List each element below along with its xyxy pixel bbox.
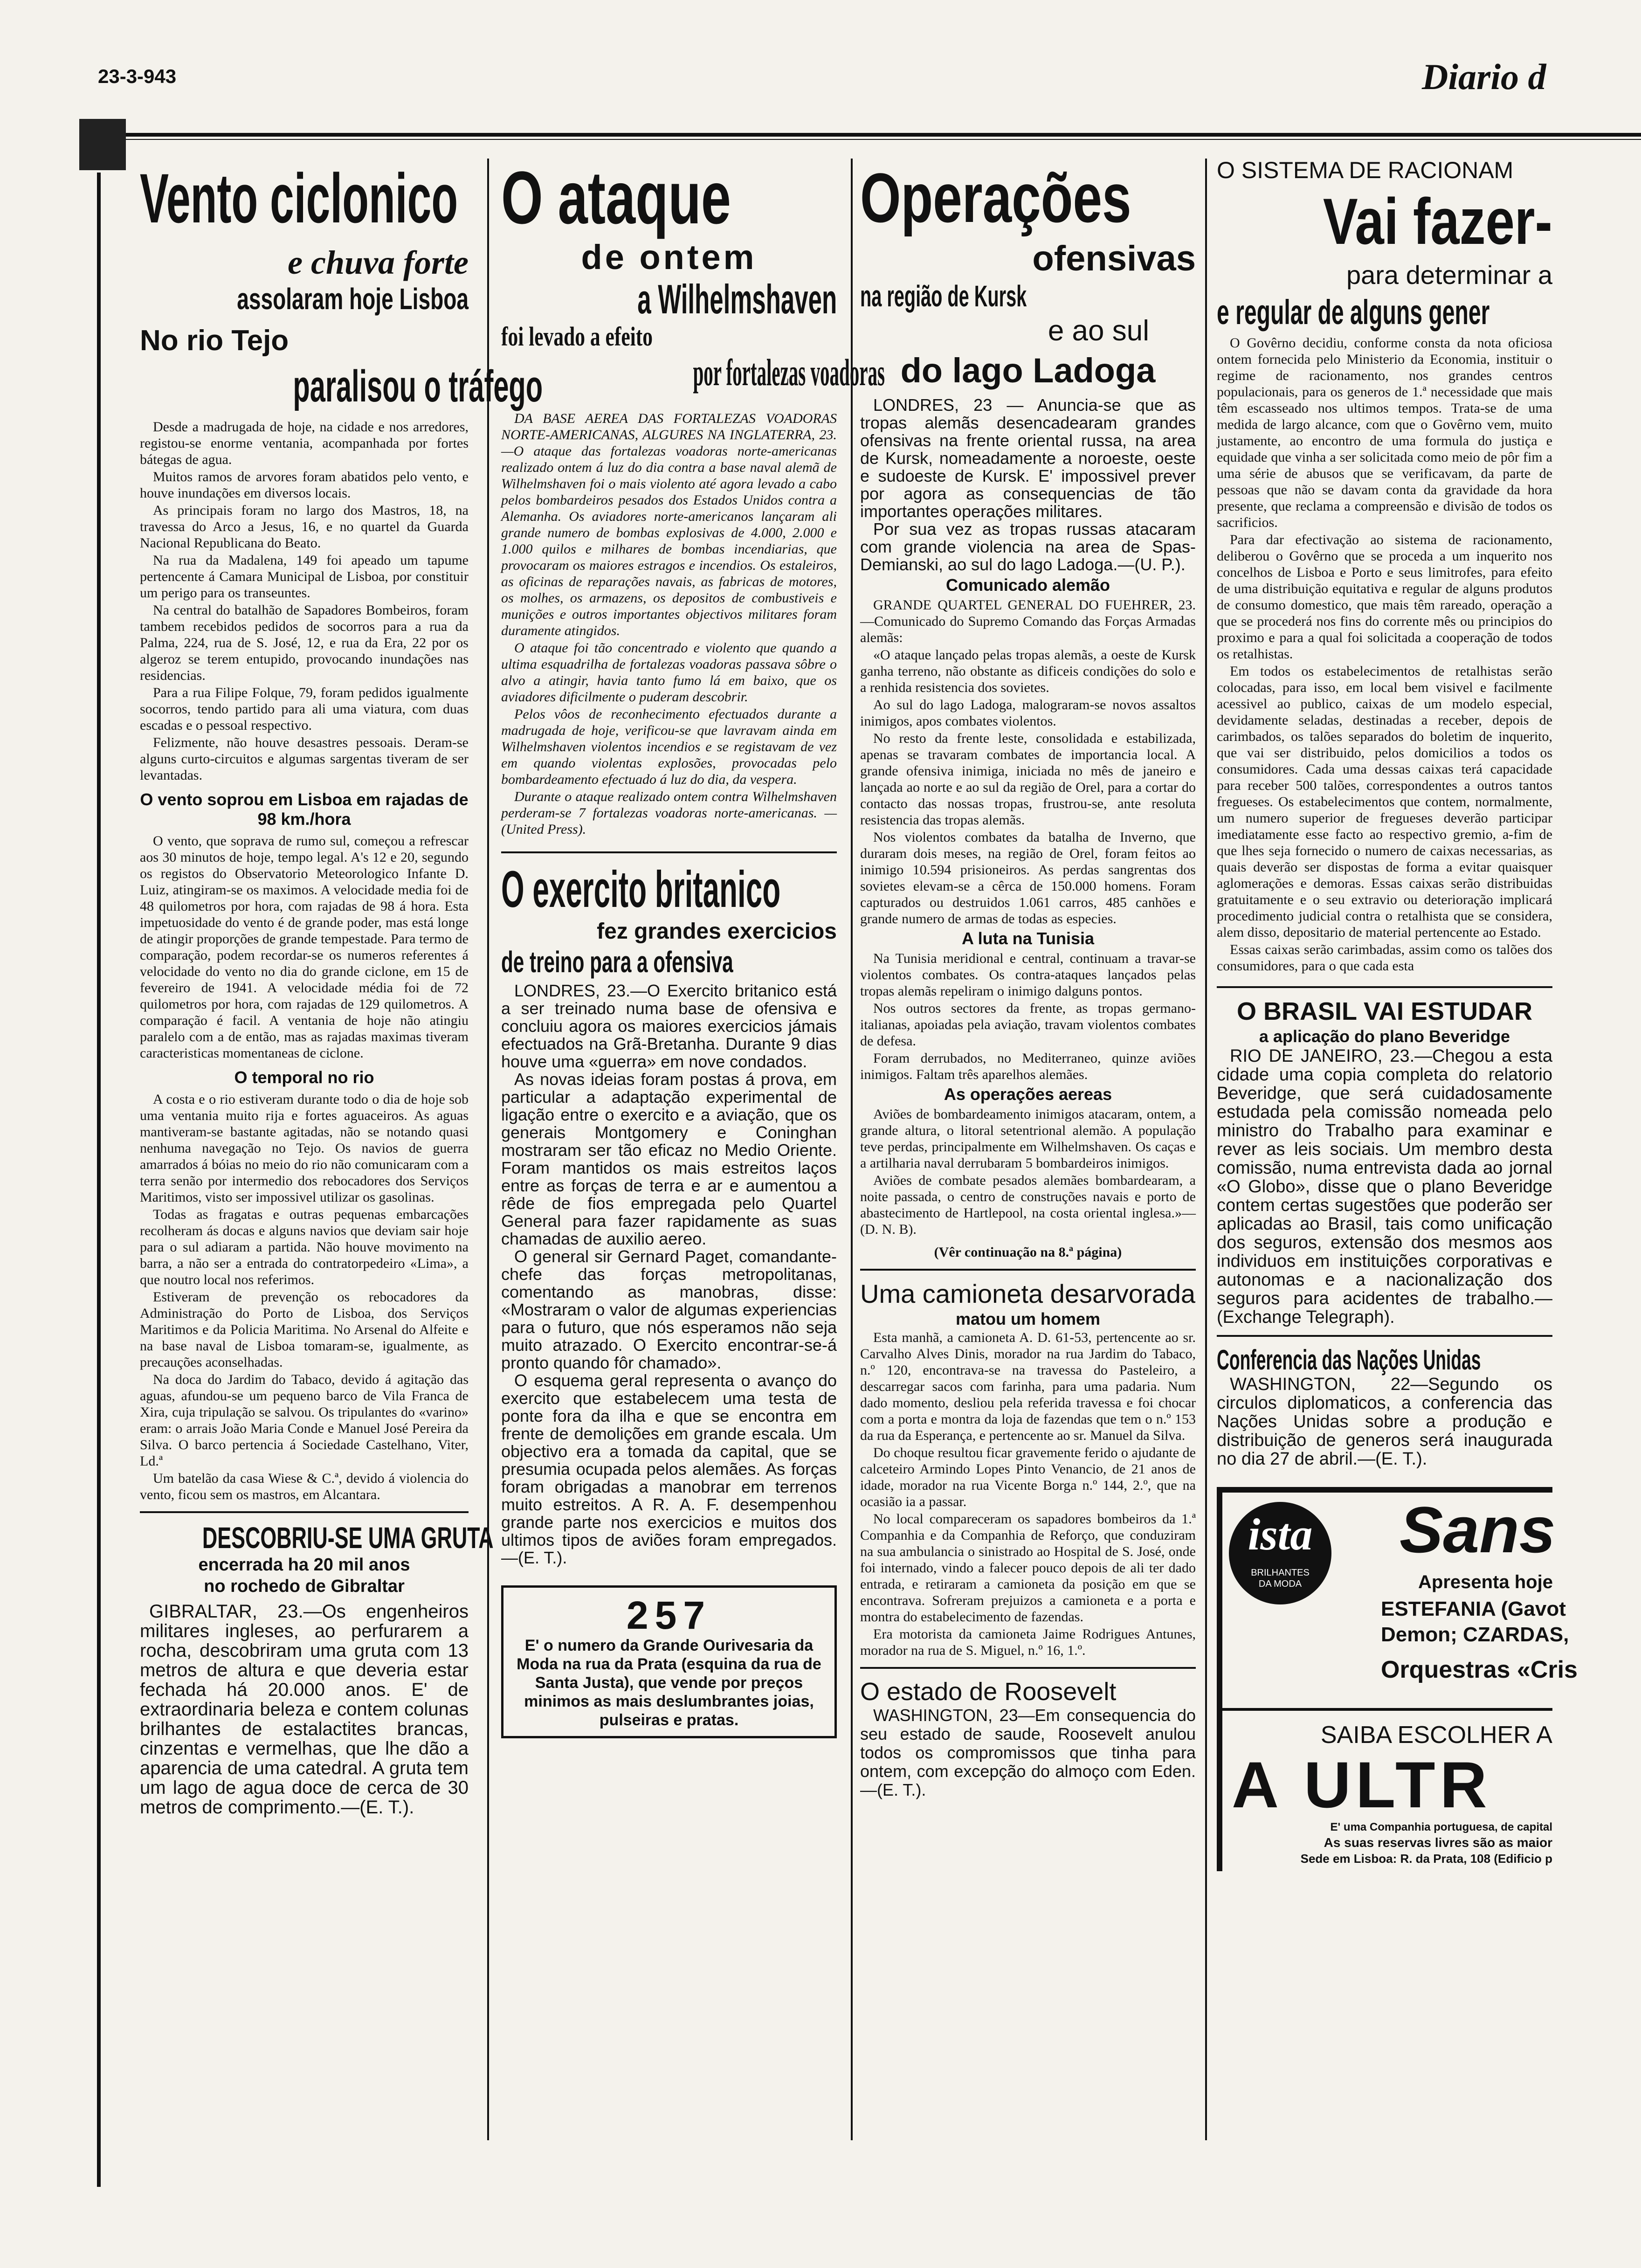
article-body — [140, 419, 469, 1503]
corner-block — [79, 119, 126, 170]
paragraph: Por sua vez as tropas russas atacaram com grande violencia na area de Spas-Demianski, ao sul do lago Ladoga.—(U. P.). — [860, 519, 1196, 574]
headline: O ataque — [501, 156, 731, 239]
camioneta-headline: Uma camioneta desarvorada — [860, 1279, 1196, 1308]
deck-3-wrap — [501, 322, 837, 352]
paragraph: As principais foram no largo dos Mastros, 18, na travessa do Arco a Jesus, 16, e no quartel da Guarda Nacional Republicana do Beato. — [140, 503, 469, 551]
column-2 — [501, 156, 885, 2154]
article-body-small — [860, 575, 1196, 1260]
paragraph: Para a rua Filipe Folque, 79, foram pedidos igualmente socorros, tendo partido para ali uma viatura, com duas escadas e o pessoal respectivo. — [140, 685, 469, 733]
divider — [140, 1511, 469, 1513]
page-date: 23-3-943 — [98, 65, 177, 87]
britanico-headline-wrap — [501, 862, 837, 918]
paragraph: GRANDE QUARTEL GENERAL DO FUEHRER, 23.—Comunicado do Supremo Comando das Forças Armadas alemãs: — [860, 597, 1196, 645]
col-separator — [851, 159, 853, 2140]
paragraph: Um batelão da casa Wiese & C.ª, devido á violencia do vento, ficou sem os mastros, em Alcantara. — [140, 1471, 469, 1502]
ad-title: Sans — [1400, 1493, 1556, 1566]
conferencia-headline: Conferencia das Nações Unidas — [1217, 1344, 1481, 1376]
britanico-body — [501, 982, 837, 1567]
deck-2-wrap — [860, 280, 1196, 312]
paragraph: Na doca do Jardim do Tabaco, devido á agitação das aguas, afundou-se um pequeno barco de Vila Franca de Xira, cuja tripulação se salvou. Os tripulantes do «varino» eram: o arrais João Maria Conde e Manuel José Pereira da Silva. O barco pertencia á Sociedade Castelhano, Viter, Ld.ª — [140, 1372, 469, 1469]
camioneta-sub: matou um homem — [955, 1309, 1101, 1328]
deck-4-wrap — [501, 351, 885, 394]
paragraph: No local compareceram os sapadores bombeiros da 1.ª Companhia e da Companhia de Reforço, que conduziram na sua ambulancia o sinistrado ao Hospital de S. José, onde foi internado, vindo a falecer pouco depois de ali ter dado entrada, e retiraram a camioneta da posição em que se encontrava. Sofreram prejuizos a camioneta e a porta e montra do estabelecimento de fazendas. — [860, 1511, 1196, 1625]
paragraph: DA BASE AEREA DAS FORTALEZAS VOADORAS NORTE-AMERICANAS, ALGURES NA INGLATERRA, 23. —O ataque das fortalezas voadoras norte-americanas realizado ontem á luz do dia contra a base naval alemã de Wilhelmshaven foi o mais violento até agora levado a cabo pelos bombardeiros pesados dos Estados Unidos contra a Alemanha. Os aviadores norte-americanos lançaram ali grande numero de bombas explosivas de 4.000, 2.000 e 1.000 quilos e milhares de bombas incendiarias, que provocaram os maiores estragos e incendios. Os estaleiros, as oficinas de reparações navais, as fabricas de motores, os molhes, os armazens, os depositos de combustiveis e munições e outros importantes objectivos militares foram duramente atingidos. — [501, 411, 837, 638]
paragraph: O esquema geral representa o avanço do exercito que estabelecem uma testa de ponte fora da ilha e que se encontra em frente de demolições em grande escala. Um objectivo era a tomada da capital, que se presumia ocupada pelos alemães. As forças foram obrigadas a manobrar em terrenos muito estreitos. A R. A. F. desempenhou grande parte nos exercicios e muitos dos ultimos tipos de aviões foram empregados.—(E. T.). — [501, 1371, 837, 1567]
paragraph: Nos outros sectores da frente, as tropas germano-italianas, apoiadas pela aviação, travam violentos combates de defesa. — [860, 1001, 1196, 1049]
ad2-top: SAIBA ESCOLHER A — [1320, 1722, 1552, 1749]
paragraph: No resto da frente leste, consolidada e estabilizada, apenas se travaram combates de importancia local. A grande ofensiva inimiga, iniciada no mês de janeiro e lançada ao norte e ao sul da região de Orel, para a cortar do contacto das nossas tropas, frustrou-se, ante resoluta resistencia das tropas alemãs. — [860, 731, 1196, 828]
deck-4: do lago Ladoga — [900, 351, 1156, 390]
divider — [501, 851, 837, 853]
ad-line: Demon; CZARDAS, — [1381, 1623, 1569, 1646]
paragraph: Para dar efectivação ao sistema de racionamento, deliberou o Govêrno que se proceda a um inquerito nos concelhos de Lisboa e Porto e seus limitrofes, para efeito de uma distribuição equitativa e regular de alguns produtos de consumo domestico, que mais têm rareado, operação a que se procederá nos fins do corrente mês ou principios do proximo e para a qual foi solicitada a cooperação de todos os retalhistas. — [1217, 532, 1552, 662]
headline: Operações — [860, 159, 1131, 237]
column-1 — [140, 159, 543, 2175]
gruta-body: GIBRALTAR, 23.—Os engenheiros militares ingleses, ao perfurarem a rocha, descobriram uma gruta com 13 metros de altura e que deveria estar fechada há 20.000 anos. E' de extraordinaria beleza e contem colunas brilhantes de estalactites brancas, cinzentas e vermelhas, que lhe dão a aparencia de uma catedral. A gruta tem um lago de agua doce de cerca de 30 metros de comprimento.—(E. T.). — [140, 1601, 469, 1818]
paragraph: Foram derrubados, no Mediterraneo, quinze aviões inimigos. Faltam três aparelhos alemães. — [860, 1051, 1196, 1082]
paragraph: Aviões de combate pesados alemães bombardearam, a noite passada, o centro de construções navais e porto de abastecimento de Hartlepool, na costa oriental inglesa.»—(D. N. B). — [860, 1173, 1196, 1237]
headline: Vai fazer- — [1323, 185, 1552, 258]
cinema-ad — [1217, 1487, 1578, 1708]
paragraph: Essas caixas serão carimbadas, assim como os talões dos consumidores, para o que cada esta — [1217, 942, 1552, 974]
ad2-line: As suas reservas livres são as maior — [1324, 1835, 1552, 1850]
paragraph: O vento, que soprava de rumo sul, começou a refrescar aos 30 minutos de hoje, tempo legal. A's 12 e 20, segundo os registos do Observatorio Meteorologico Infante D. Luiz, atingiram-se os maximos. A velocidade media foi de 48 quilometros por hora, com rajadas de 98 á hora. Esta impetuosidade do vento é de grande poder, mas está longe de atingir proporções de grande tempestade. Para termo de comparação, podem recordar-se os numeros referentes á velocidade do vento no dia do grande ciclone, em 15 de fevereiro de 1941. A velocidade média foi de 72 quilometros por hora, com rajadas de 129 quilometros. A comparação é facil. A ventania de hoje não atingiu paralelo com a de então, mas as rajadas maximas tiveram caracteristicas momentaneas de ciclone. — [140, 833, 469, 1061]
paragraph: Felizmente, não houve desastres pessoais. Deram-se alguns curto-circuitos e algumas sargentas tiveram de ser levantadas. — [140, 735, 469, 783]
ad-logo-circle — [1229, 1502, 1331, 1604]
deck-4: por fortalezas voadoras — [693, 351, 885, 394]
deck-2: e regular de alguns gener — [1217, 293, 1490, 332]
ad-text: E' o numero da Grande Ourivesaria da Moda na rua da Prata (esquina da rua de Santa Justa), que vende por preços minimos as mais deslumbrantes joias, pulseiras e pratas. — [517, 1637, 821, 1729]
paragraph: Pelos vôos de reconhecimento efectuados durante a madrugada de hoje, verificou-se que lavravam ainda em Wilhelmshaven violentos incendios e se registavam de vez em quando violentas explosões, provocadas pelo bombardeamento efectuado á luz do dia, da vespera. — [501, 706, 837, 787]
britanico-headline: O exercito britanico — [501, 861, 781, 918]
column-3 — [860, 159, 1196, 2154]
gruta-sub-2: no rochedo de Gibraltar — [204, 1577, 405, 1596]
deck-1: e chuva forte — [288, 244, 469, 281]
divider — [860, 1667, 1196, 1669]
col-separator — [487, 159, 489, 2140]
masthead: Diario d — [1422, 56, 1546, 97]
deck-2: assolaram hoje Lisboa — [237, 282, 469, 316]
headline-wrap — [140, 161, 469, 242]
paragraph: Desde a madrugada de hoje, na cidade e nos arredores, registou-se enorme ventania, acompanhada por fortes bátegas de agua. — [140, 419, 469, 467]
deck-3: foi levado a efeito — [501, 321, 653, 352]
continuation-note: (Vêr continuação na 8.ª página) — [934, 1245, 1122, 1260]
article-body — [1217, 335, 1552, 974]
ad2-line: E' uma Companhia portuguesa, de capital — [1330, 1821, 1552, 1833]
deck-3: e ao sul — [1048, 315, 1149, 347]
paragraph: O general sir Gernard Paget, comandante-chefe das forças metropolitanas, comentando as manobras, disse: «Mostraram o valor de algumas experiencias para o futuro, que nós esperamos não seja muito atrazado. O Exercito encontrar-se-á pronto quando fôr chamado». — [501, 1247, 837, 1372]
deck-2-wrap — [501, 277, 837, 322]
deck-2: a Wilhelmshaven — [637, 276, 837, 322]
deck-4: paralisou o tráfego — [293, 361, 543, 411]
gruta-headline: DESCOBRIU-SE UMA GRUTA — [202, 1521, 494, 1555]
deck-1: de ontem — [581, 238, 757, 277]
deck-1: ofensivas — [1032, 239, 1196, 278]
subheading: O temporal no rio — [234, 1068, 374, 1087]
ad-number: 257 — [626, 1593, 712, 1637]
headline-wrap — [501, 156, 837, 239]
deck-2-wrap — [1217, 294, 1552, 331]
top-rule — [126, 133, 1641, 137]
paragraph: Do choque resultou ficar gravemente ferido o ajudante de calceteiro Armindo Lopes Pinto Venancio, de 21 anos de idade, morador na rua Vicente Borga n.º 144, 2.º, que na ocasião ia a passar. — [860, 1445, 1196, 1509]
ad-line: Apresenta hoje — [1418, 1572, 1553, 1592]
brasil-headline: O BRASIL VAI ESTUDAR — [1236, 997, 1533, 1025]
deck-3: No rio Tejo — [140, 325, 289, 357]
paragraph: Era motorista da camioneta Jaime Rodrigues Antunes, morador na rua de S. Miguel, n.º 16, 1.º. — [860, 1626, 1196, 1658]
camioneta-body — [860, 1329, 1196, 1659]
britanico-sub-2: de treino para a ofensiva — [501, 945, 733, 979]
ad2-big: A ULTR — [1232, 1748, 1492, 1821]
paragraph: O Govêrno decidiu, conforme consta da nota oficiosa ontem fornecida pelo Ministerio da Economia, instituir o regime de racionamento, nos grandes centros populacionais, para os generos de 1.ª necessidade que mais têm escasseado nos ultimos tempos. Trata-se de uma medida de largo alcance, com que o Govêrno vem, muito justamente, ao encontro de uma formula do justiça e equidade que vinha a ser solicitada como meio de pôr fim a uma série de abusos que se verificavam, da parte de pessoas que não se davam conta da gravidade da hora presente, que reclama a compreensão e divisão de todos os sacrificios. — [1217, 335, 1552, 530]
article-body — [501, 410, 837, 837]
conferencia-headline-wrap — [1217, 1345, 1552, 1375]
headline-wrap — [1217, 187, 1552, 256]
paragraph: Estiveram de prevenção os rebocadores da Administração do Porto de Lisboa, dos Serviços Maritimos e da Policia Maritima. No Arsenal do Alfeite e na base naval de Lisboa tomaram-se, igualmente, as precauções aconselhadas. — [140, 1289, 469, 1370]
paragraph: Ao sul do lago Ladoga, malograram-se novos assaltos inimigos, apos combates violentos. — [860, 697, 1196, 729]
subheading: Comunicado alemão — [945, 575, 1110, 595]
britanico-sub-1: fez grandes exercicios — [597, 919, 837, 944]
paragraph: Aviões de bombardeamento inimigos atacaram, ontem, a grande altura, o litoral setentrional alemão. A população teve perdas, principalmente em Wilhelmshaven. Os caças e a artilharia naval derrubaram 5 bombardeiros inimigos. — [860, 1106, 1196, 1171]
paragraph: Na Tunisia meridional e central, continuam a travar-se violentos combates. Os contra-ataques lançados pelas tropas alemãs repeliram o inimigo dalguns pontos. — [860, 951, 1196, 999]
ad-line: ESTEFANIA (Gavot — [1381, 1597, 1566, 1620]
ad-logo-small: BRILHANTES DA MODA — [1251, 1568, 1310, 1589]
article-body — [860, 396, 1196, 574]
paragraph: Esta manhã, a camioneta A. D. 61-53, pertencente ao sr. Carvalho Alves Dinis, morador na rua Jardim do Tabaco, n.º 120, encontrava-se na travessa do Pasteleiro, a descarregar sacos com farinha, para uma padaria. Num dado momento, desliou pela referida travessa e foi chocar com a porta e montra da loja de fazendas que tem o n.º 153 da rua da Esperança, e pertencente ao sr. Manuel da Silva. — [860, 1330, 1196, 1443]
ad-logo-text: ista — [1248, 1509, 1313, 1559]
col-separator — [1205, 159, 1207, 2140]
gruta-sub-1: encerrada ha 20 mil anos — [198, 1555, 410, 1575]
insurance-ad — [1217, 1708, 1552, 1871]
paragraph: A costa e o rio estiveram durante todo o dia de hoje sob uma ventania muito rija e fortes aguaceiros. As aguas mantiveram-se bastante agitadas, não se notando quasi nenhuma navegação no Tejo. Os navios de guerra amarrados á bóias no meio do rio não comunicaram com a terra senão por intermedio dos rebocadores dos Serviços Maritimos, visto ser impossivel utilizar os gasolinas. — [140, 1092, 469, 1205]
britanico-sub-2-wrap — [501, 946, 837, 978]
paragraph: Muitos ramos de arvores foram abatidos pelo vento, e houve inundações em diversos locais. — [140, 469, 469, 501]
paragraph: «O ataque lançado pelas tropas alemãs, a oeste de Kursk ganha terreno, não obstante as dificeis condições do solo e a renhida resistencia dos sovietes. — [860, 647, 1196, 695]
ad2-line: Sede em Lisboa: R. da Prata, 108 (Edificio p — [1300, 1852, 1552, 1866]
headline-wrap — [860, 159, 1196, 238]
deck-1: para determinar a — [1346, 260, 1552, 290]
divider — [1217, 986, 1552, 988]
top-rule-thin — [126, 139, 1641, 140]
paragraph: As novas ideias foram postas á prova, em particular a adaptação experimental de ligação entre o exercito e a aviação, que os generais Montgomery e Coninghan mostraram ser tão eficaz no Medio Oriente. Foram mantidos os mais estreitos laços entre as forças de terra e ar e aumentou a rêde de fios empregada pelo Quartel General para fazer rapidamente as suas chamadas de auxilio aereo. — [501, 1070, 837, 1248]
paragraph: Nos violentos combates da batalha de Inverno, que duraram dois meses, na região de Orel, foram feitos ao inimigo 10.594 prisioneiros. As perdas sangrentas dos sovietes elevam-se a cêrca de 150.000 homens. Foram capturados ou destruidos 1.061 carros, 485 canhões e grande numero de armas de todas as especies. — [860, 830, 1196, 927]
roosevelt-body: WASHINGTON, 23—Em consequencia do seu estado de saude, Roosevelt anulou todos os compromissos que tinha para ontem, com excepção do almoço com Eden.—(E. T.). — [860, 1706, 1196, 1799]
ad-line: Orquestras «Cris — [1381, 1656, 1578, 1683]
paragraph: LONDRES, 23 — Anuncia-se que as tropas alemãs desencadearam grandes ofensivas na frente oriental russa, na area de Kursk, nomeadamente a noroeste, oeste e sudoeste de Kursk. E' impossivel prever por agora as consequencias de tão importantes operações militares. — [860, 395, 1196, 521]
gruta-headline-wrap — [140, 1521, 494, 1555]
divider — [1217, 1335, 1552, 1337]
brasil-body: RIO DE JANEIRO, 23.—Chegou a esta cidade uma copia completa do relatorio Beveridge, que será cuidadosamente estudada pela comissão nomeada pelo ministro do Trabalho para examinar e rever as leis sociais. Um membro desta comissão, numa entrevista dada ao jornal «O Globo», disse que o plano Beveridge contem certas sugestões que poderão ser aplicadas ao Brasil, tais como unificação dos seguros, extensão dos mesmos aos individuos em instituições corporativas e autonomas e a nacionalização dos seguros para acidentes de trabalho.—(Exchange Telegraph). — [1217, 1046, 1552, 1327]
headline: Vento ciclonico — [140, 159, 458, 237]
deck-4-wrap — [140, 361, 543, 413]
deck-2: na região de Kursk — [860, 279, 1027, 313]
paragraph: Na central do batalhão de Sapadores Bombeiros, foram tambem recebidos pedidos de socorros para a rua da Palma, 224, rua de S. José, 12, e rua da Era, 22 por os algeroz se terem entupido, provocando inundações nas residencias. — [140, 602, 469, 683]
paragraph: Em todos os estabelecimentos de retalhistas serão colocadas, para isso, em local bem visivel e facilmente acessivel ao publico, caixas de um modelo especial, devidamente seladas, destinadas a receber, depois de carimbados, os talões separados do boletim de inquerito, que vai ser distribuido, pelos domicilios a todos os consumidores. Cada uma dessas caixas terá capacidade para receber 500 talões, correspondentes a outros tantos fregueses. Os estabelecimentos que contem, normalmente, um numero superior de fregueses deverão participar imediatamente esse facto ao respectivo gremio, a-fim de que lhes seja fornecido o numero de caixas necessarias, as quais deverão ser dispostas de forma a evitar quaisquer aglomerações e demoras. Essas caixas serão distribuidas gratuitamente e o seu extravio ou deterioração implicará procedimento judicial contra o retalhista que se considera, alem disso, depositario de material pertencente ao Estado. — [1217, 664, 1552, 940]
subheading: A luta na Tunisia — [961, 929, 1095, 948]
conferencia-body: WASHINGTON, 22—Segundo os circulos diplomaticos, a conferencia das Nações Unidas sobre a produção e distribuição de generos será inaugurada no dia 27 de abril.—(E. T.). — [1217, 1375, 1552, 1469]
paragraph: Na rua da Madalena, 149 foi apeado um tapume pertencente á Camara Municipal de Lisboa, por constituir um perigo para os transeuntes. — [140, 553, 469, 601]
roosevelt-headline: O estado de Roosevelt — [860, 1678, 1117, 1706]
paragraph: LONDRES, 23.—O Exercito britanico está a ser treinado numa base de ofensiva e concluiu agora os maiores exercicios jámais efectuados na Grã-Bretanha. Durante 9 dias houve uma «guerra» em nove condados. — [501, 981, 837, 1071]
subheading: O vento soprou em Lisboa em rajadas de 98 km./hora — [140, 790, 469, 829]
ourivesaria-ad — [501, 1585, 837, 1738]
paragraph: O ataque foi tão concentrado e violento que quando a ultima esquadrilha de fortalezas voadoras passava sôbre o alvo a atingir, havia tanto fumo lá em baixo, que os aviadores dificilmente o puderam descobrir. — [501, 640, 837, 705]
deck-2-wrap — [140, 283, 469, 316]
left-margin-rule — [97, 173, 101, 2187]
paragraph: Durante o ataque realizado ontem contra Wilhelmshaven perderam-se 7 fortalezas voadoras norte-americanas. —(United Press). — [501, 789, 837, 837]
subheading: As operações aereas — [944, 1085, 1112, 1104]
divider — [860, 1269, 1196, 1271]
column-4 — [1217, 154, 1578, 2159]
brasil-sub: a aplicação do plano Beveridge — [1259, 1027, 1510, 1046]
kicker: O SISTEMA DE RACIONAM — [1217, 157, 1514, 183]
paragraph: Todas as fragatas e outras pequenas embarcações recolheram ás docas e alguns navios que deviam sair hoje para o sul adiaram a partida. Não houve movimento na barra, a não ser a entrada do contratorpedeiro «Lima», a que noutro local nos referimos. — [140, 1207, 469, 1287]
